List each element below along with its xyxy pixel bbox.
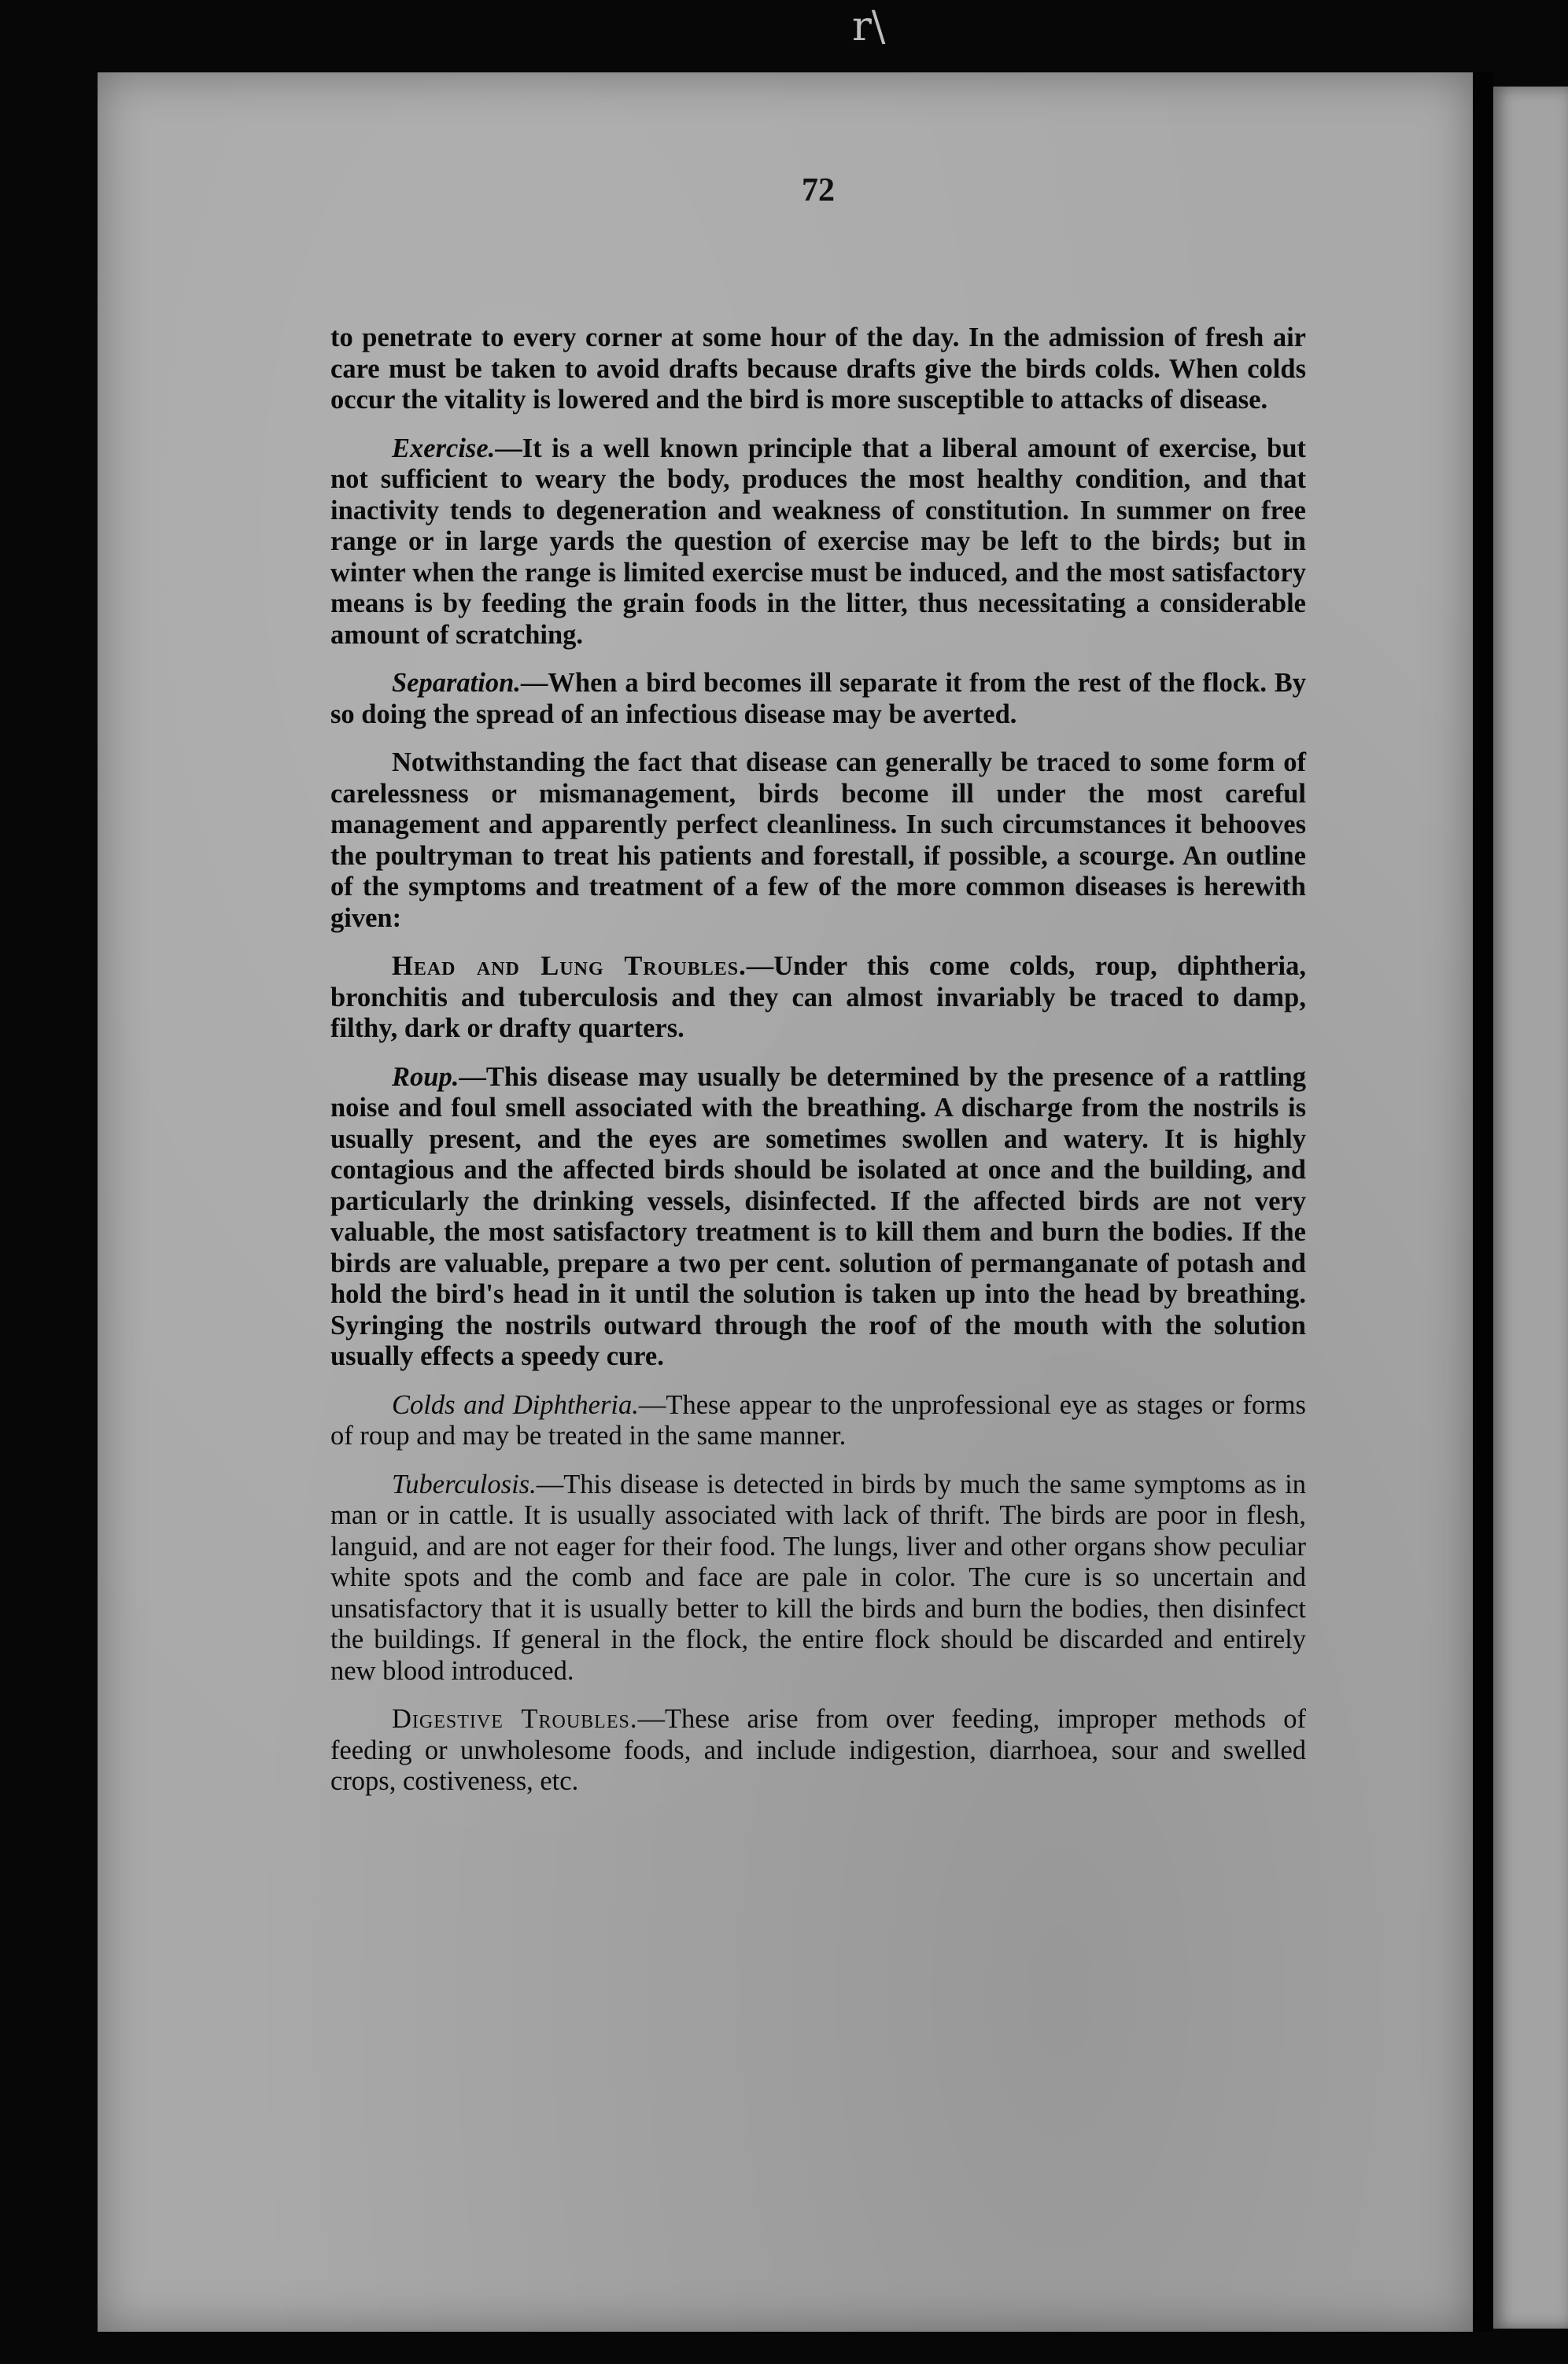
paragraph-separation xyxy=(330,668,1306,730)
paragraph-colds-diphtheria-body: —These appear to the unprofessional eye as stages or forms of roup and may be treated in the same manner. xyxy=(330,1389,1306,1451)
paragraph-head-lung xyxy=(330,951,1306,1045)
adjacent-page-edge xyxy=(1493,87,1568,2329)
page-number: 72 xyxy=(802,172,835,208)
paragraph-1-body: to penetrate to every corner at some hour of the day. In the admission of fresh air care must be taken to avoid drafts because drafts give the birds colds. When colds occur the vitality is lowered and the bird is more susceptible to attacks of disease. xyxy=(330,323,1306,415)
paragraph-separation-heading: Separation. xyxy=(392,668,521,698)
page-body xyxy=(330,323,1306,1815)
paragraph-roup-body: —This disease may usually be determined by the presence of a rattling noise and foul smell associated with the breathing. A discharge from the nostrils is usually present, and the eyes are sometimes swollen and watery. It is highly contagious and the affected birds should be isolated at once and the building, and particularly the drinking vessels, disinfected. If the affected birds are not very valuable, the most satisfactory treatment is to kill them and burn the bodies. If the birds are valuable, prepare a two per cent. solution of permanganate of potash and hold the bird's head in it until the solution is taken up into the head by breathing. Syringing the nostrils outward through the roof of the mouth with the solution usually effects a speedy cure. xyxy=(330,1061,1306,1371)
paragraph-digestive xyxy=(330,1704,1306,1798)
paragraph-separation-body: —When a bird becomes ill separate it from the rest of the flock. By so doing the spread of an infectious disease may be averted. xyxy=(330,668,1306,729)
paragraph-exercise xyxy=(330,433,1306,651)
paragraph-1 xyxy=(330,323,1306,416)
paragraph-colds-diphtheria-heading: Colds and Diphtheria. xyxy=(392,1389,639,1420)
paragraph-exercise-body: —It is a well known principle that a liberal amount of exercise, but not sufficient to weary the body, produces the most healthy condition, and that inactivity tends to degeneration and weakness of constitution. In summer on free range or in large yards the question of exercise may be left to the birds; but in winter when the range is limited exercise must be induced, and the most satisfactory means is by feeding the grain foods in the litter, thus necessitating a considerable amount of scratching. xyxy=(330,433,1306,650)
corner-mark: r\ xyxy=(852,3,886,50)
book-spine xyxy=(1473,72,1493,2332)
paragraph-roup-heading: Roup. xyxy=(392,1061,459,1092)
paragraph-colds-diphtheria xyxy=(330,1390,1306,1452)
paragraph-head-lung-heading: Head and Lung Troubles. xyxy=(392,951,747,981)
paragraph-digestive-heading: Digestive Troubles. xyxy=(392,1704,638,1734)
paragraph-disease-intro xyxy=(330,747,1306,934)
paragraph-tuberculosis xyxy=(330,1470,1306,1687)
paragraph-exercise-heading: Exercise. xyxy=(392,433,496,463)
paragraph-digestive-body: —These arise from over feeding, improper methods of feeding or unwholesome foods, and include indigestion, diarrhoea, sour and swelled crops, costiveness, etc. xyxy=(330,1704,1306,1796)
paragraph-tuberculosis-heading: Tuberculosis. xyxy=(392,1469,537,1499)
paragraph-head-lung-body: —Under this come colds, roup, diphtheria, bronchitis and tuberculosis and they can almost invariably be traced to damp, filthy, dark or drafty quarters. xyxy=(330,951,1307,1043)
paragraph-disease-intro-body: Notwithstanding the fact that disease can generally be traced to some form of carelessness or mismanagement, birds become ill under the most careful management and apparently perfect cleanliness. In such circumstances it behooves the poultryman to treat his patients and forestall, if possible, a scourge. An outline of the symptoms and treatment of a few of the more common diseases is herewith given: xyxy=(330,747,1306,933)
paragraph-tuberculosis-body: —This disease is detected in birds by much the same symptoms as in man or in cattle. It is usually associated with lack of thrift. The birds are poor in flesh, languid, and are not eager for their food. The lungs, liver and other organs show peculiar white spots and the comb and face are pale in color. The cure is so uncertain and unsatisfactory that it is usually better to kill the birds and burn the bodies, then disinfect the buildings. If general in the flock, the entire flock should be discarded and entirely new blood introduced. xyxy=(330,1469,1306,1686)
paragraph-roup xyxy=(330,1062,1306,1373)
